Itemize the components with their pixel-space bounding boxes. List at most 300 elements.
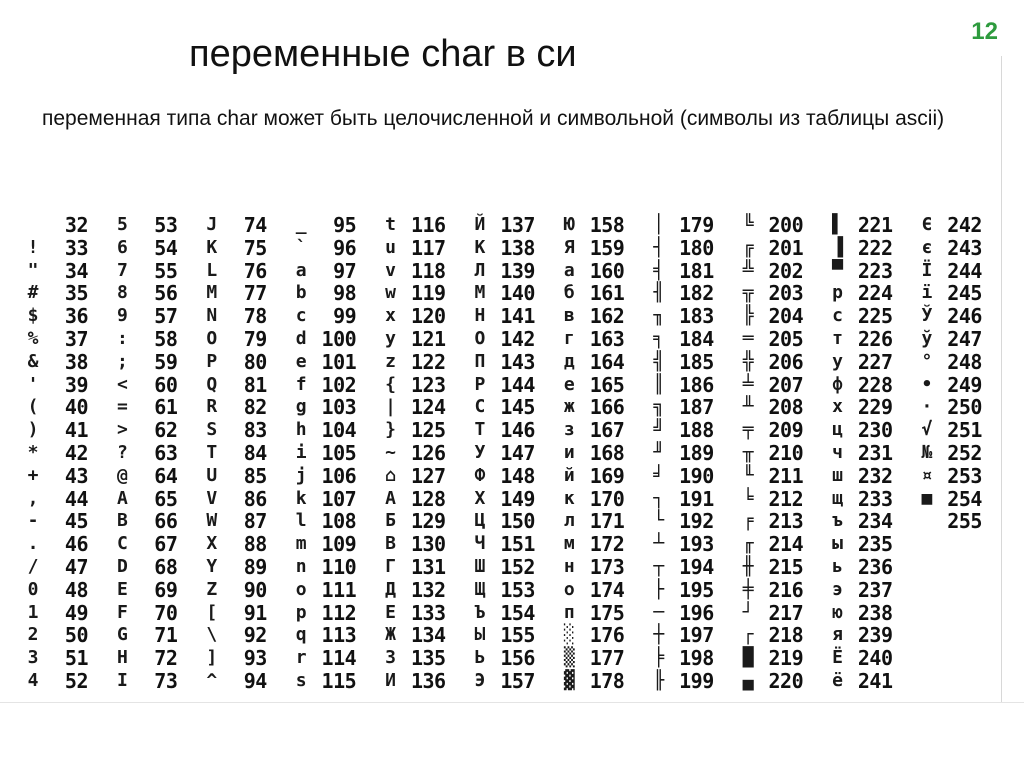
ascii-glyph: У: [474, 441, 486, 463]
ascii-column: [916, 214, 982, 700]
ascii-code: 38: [64, 349, 88, 374]
ascii-code: 33: [64, 235, 88, 260]
ascii-glyph: ┌: [742, 624, 754, 646]
ascii-entry: [380, 533, 446, 556]
ascii-glyph: Ф: [474, 464, 486, 486]
ascii-glyph: >: [116, 419, 128, 441]
ascii-entry: [290, 510, 356, 533]
ascii-code: 118: [410, 258, 446, 283]
ascii-code: 75: [243, 235, 267, 260]
ascii-glyph: ъ: [832, 510, 843, 532]
ascii-code: 132: [410, 577, 446, 602]
ascii-code: 197: [679, 623, 714, 648]
ascii-code: 94: [243, 668, 267, 693]
ascii-code: 72: [154, 646, 178, 671]
ascii-glyph: Д: [385, 578, 396, 600]
ascii-glyph: [: [206, 601, 218, 623]
ascii-code: 150: [500, 509, 535, 534]
ascii-code: 49: [64, 600, 88, 625]
ascii-entry: [22, 237, 88, 260]
ascii-code: 151: [500, 532, 535, 557]
ascii-code: 178: [589, 668, 625, 693]
ascii-code: 109: [321, 532, 357, 557]
ascii-glyph: R: [206, 396, 218, 418]
ascii-code: 66: [154, 509, 178, 534]
ascii-entry: [380, 442, 446, 465]
ascii-glyph: ¤: [921, 464, 933, 486]
ascii-entry: [380, 602, 446, 625]
right-border-line: [1001, 56, 1002, 703]
ascii-glyph: ╕: [653, 327, 665, 349]
ascii-entry: [111, 579, 177, 602]
ascii-entry: [827, 419, 893, 442]
ascii-glyph: Ы: [474, 624, 486, 646]
ascii-glyph: G: [116, 624, 128, 646]
ascii-glyph: а: [563, 259, 575, 281]
ascii-code: 80: [243, 349, 267, 374]
ascii-code: 190: [679, 463, 714, 488]
ascii-glyph: ц: [832, 419, 843, 441]
ascii-entry: [827, 214, 893, 237]
ascii-code: 45: [64, 509, 88, 534]
ascii-glyph: &: [27, 350, 39, 372]
ascii-code: 212: [768, 486, 804, 511]
ascii-entry: [737, 305, 803, 328]
ascii-glyph: M: [206, 282, 218, 304]
ascii-code: 152: [500, 554, 535, 579]
ascii-code: 200: [768, 213, 804, 237]
ascii-glyph: ы: [832, 533, 843, 555]
ascii-glyph: Э: [474, 669, 486, 691]
ascii-code: 216: [768, 577, 804, 602]
ascii-entry: [648, 465, 714, 488]
ascii-code: 193: [679, 532, 714, 557]
ascii-code: 103: [321, 395, 357, 420]
ascii-entry: [111, 510, 177, 533]
bottom-border-line: [0, 702, 1024, 703]
ascii-table: [22, 214, 982, 700]
ascii-entry: [290, 465, 356, 488]
ascii-code: 149: [500, 486, 535, 511]
ascii-glyph: x: [385, 305, 396, 327]
ascii-code: 119: [410, 281, 446, 306]
ascii-column: [737, 214, 803, 700]
ascii-glyph: П: [474, 350, 486, 372]
ascii-glyph: *: [27, 441, 39, 463]
ascii-entry: [22, 488, 88, 511]
ascii-glyph: у: [832, 350, 843, 372]
ascii-entry: [648, 237, 714, 260]
ascii-code: 218: [768, 623, 804, 648]
ascii-entry: [558, 419, 624, 442]
ascii-code: 237: [857, 577, 893, 602]
ascii-code: 125: [410, 418, 446, 443]
ascii-glyph: К: [474, 236, 486, 258]
ascii-code: 241: [857, 668, 893, 693]
ascii-code: 85: [243, 463, 267, 488]
ascii-glyph: ╝: [653, 419, 665, 441]
ascii-glyph: м: [563, 533, 575, 555]
ascii-code: 84: [243, 440, 267, 465]
ascii-entry: [380, 374, 446, 397]
ascii-entry: [648, 374, 714, 397]
ascii-code: 174: [589, 577, 625, 602]
ascii-entry: [469, 282, 535, 305]
ascii-entry: [22, 533, 88, 556]
ascii-entry: [648, 396, 714, 419]
ascii-entry: [380, 624, 446, 647]
ascii-entry: [22, 282, 88, 305]
ascii-entry: [648, 602, 714, 625]
ascii-glyph: 8: [116, 282, 128, 304]
ascii-code: 137: [500, 213, 535, 237]
ascii-entry: [22, 214, 88, 237]
ascii-code: 128: [410, 486, 446, 511]
ascii-entry: [558, 305, 624, 328]
ascii-code: 249: [947, 372, 982, 397]
ascii-entry: [558, 602, 624, 625]
ascii-code: 192: [679, 509, 714, 534]
ascii-glyph: ╘: [742, 487, 754, 509]
ascii-glyph: =: [116, 396, 128, 418]
ascii-entry: [558, 488, 624, 511]
ascii-entry: [558, 374, 624, 397]
ascii-code: 255: [947, 509, 982, 534]
ascii-entry: [290, 488, 356, 511]
ascii-code: 154: [500, 600, 535, 625]
ascii-code: 71: [154, 623, 178, 648]
ascii-entry: [201, 510, 267, 533]
ascii-code: 236: [857, 554, 893, 579]
ascii-code: 187: [679, 395, 714, 420]
ascii-entry: [469, 237, 535, 260]
ascii-code: 90: [243, 577, 267, 602]
ascii-glyph: \: [206, 624, 218, 646]
ascii-entry: [22, 442, 88, 465]
ascii-entry: [737, 442, 803, 465]
ascii-glyph: ╔: [742, 236, 754, 258]
ascii-entry: [111, 328, 177, 351]
ascii-entry: [380, 214, 446, 237]
ascii-entry: [380, 510, 446, 533]
ascii-entry: [290, 556, 356, 579]
ascii-entry: [558, 237, 624, 260]
ascii-code: 177: [589, 646, 625, 671]
ascii-code: 60: [154, 372, 178, 397]
ascii-glyph: -: [27, 510, 39, 532]
ascii-glyph: №: [921, 441, 933, 463]
ascii-glyph: ": [27, 259, 39, 281]
ascii-code: 215: [768, 554, 804, 579]
ascii-entry: [737, 488, 803, 511]
ascii-glyph: F: [116, 601, 128, 623]
ascii-entry: [737, 396, 803, 419]
ascii-glyph: o: [295, 578, 307, 600]
ascii-glyph: ?: [116, 441, 128, 463]
ascii-code: 164: [589, 349, 625, 374]
ascii-glyph: М: [474, 282, 486, 304]
ascii-code: 123: [410, 372, 446, 397]
ascii-entry: [380, 396, 446, 419]
ascii-column: [22, 214, 88, 700]
ascii-glyph: р: [832, 282, 843, 304]
ascii-glyph: a: [295, 259, 307, 281]
ascii-entry: [558, 328, 624, 351]
ascii-code: 77: [243, 281, 267, 306]
ascii-entry: [648, 579, 714, 602]
ascii-glyph: Ю: [563, 214, 575, 235]
ascii-code: 229: [857, 395, 893, 420]
ascii-glyph: н: [563, 555, 575, 577]
ascii-entry: [558, 442, 624, 465]
ascii-glyph: t: [385, 214, 396, 235]
ascii-code: 230: [857, 418, 893, 443]
ascii-code: 93: [243, 646, 267, 671]
ascii-glyph: о: [563, 578, 575, 600]
ascii-entry: [469, 374, 535, 397]
ascii-glyph: O: [206, 327, 218, 349]
ascii-entry: [827, 556, 893, 579]
ascii-entry: [290, 647, 356, 670]
ascii-code: 186: [679, 372, 714, 397]
ascii-glyph: ч: [832, 441, 843, 463]
ascii-entry: [111, 282, 177, 305]
ascii-entry: [648, 510, 714, 533]
ascii-glyph: в: [563, 305, 575, 327]
ascii-entry: [290, 237, 356, 260]
ascii-code: 202: [768, 258, 804, 283]
ascii-glyph: 2: [27, 624, 39, 646]
ascii-glyph: г: [563, 327, 575, 349]
ascii-code: 73: [154, 668, 178, 693]
ascii-code: 225: [857, 304, 893, 329]
ascii-entry: [827, 442, 893, 465]
ascii-entry: [916, 305, 982, 328]
ascii-entry: [290, 374, 356, 397]
ascii-column: [290, 214, 356, 700]
ascii-entry: [22, 374, 88, 397]
ascii-entry: [22, 510, 88, 533]
ascii-code: 51: [64, 646, 88, 671]
ascii-entry: [827, 579, 893, 602]
ascii-entry: [111, 305, 177, 328]
ascii-glyph: ╚: [742, 214, 754, 235]
ascii-entry: [201, 465, 267, 488]
ascii-code: 232: [857, 463, 893, 488]
ascii-code: 63: [154, 440, 178, 465]
ascii-glyph: ─: [653, 601, 665, 623]
ascii-glyph: Y: [206, 555, 218, 577]
ascii-code: 148: [500, 463, 535, 488]
ascii-glyph: ': [27, 373, 39, 395]
ascii-entry: [22, 602, 88, 625]
ascii-glyph: ;: [116, 350, 128, 372]
ascii-entry: [648, 351, 714, 374]
ascii-glyph: О: [474, 327, 486, 349]
ascii-glyph: б: [563, 282, 575, 304]
ascii-code: 78: [243, 304, 267, 329]
ascii-code: 246: [947, 304, 982, 329]
ascii-entry: [737, 624, 803, 647]
ascii-code: 254: [947, 486, 982, 511]
ascii-glyph: С: [474, 396, 486, 418]
ascii-glyph: ⌂: [385, 464, 396, 486]
ascii-glyph: │: [653, 214, 665, 235]
ascii-entry: [201, 533, 267, 556]
ascii-code: 46: [64, 532, 88, 557]
ascii-glyph: э: [832, 578, 843, 600]
ascii-entry: [827, 647, 893, 670]
ascii-glyph: H: [116, 647, 128, 669]
ascii-entry: [737, 237, 803, 260]
ascii-code: 43: [64, 463, 88, 488]
ascii-column: [648, 214, 714, 700]
ascii-code: 239: [857, 623, 893, 648]
ascii-entry: [469, 647, 535, 670]
ascii-glyph: ╗: [653, 396, 665, 418]
ascii-glyph: к: [563, 487, 575, 509]
ascii-column: [380, 214, 446, 700]
ascii-entry: [201, 328, 267, 351]
ascii-glyph: j: [295, 464, 307, 486]
ascii-glyph: ╬: [742, 350, 754, 372]
ascii-code: 101: [321, 349, 357, 374]
ascii-code: 36: [64, 304, 88, 329]
ascii-code: 224: [857, 281, 893, 306]
ascii-code: 184: [679, 326, 714, 351]
ascii-glyph: C: [116, 533, 128, 555]
ascii-entry: [290, 396, 356, 419]
ascii-glyph: L: [206, 259, 218, 281]
ascii-code: 135: [410, 646, 446, 671]
ascii-glyph: Б: [385, 510, 396, 532]
ascii-code: 161: [589, 281, 625, 306]
ascii-glyph: Ж: [385, 624, 396, 646]
ascii-code: 110: [321, 554, 357, 579]
ascii-code: 196: [679, 600, 714, 625]
ascii-glyph: P: [206, 350, 218, 372]
ascii-entry: [201, 260, 267, 283]
ascii-glyph: Є: [921, 214, 933, 235]
ascii-code: 238: [857, 600, 893, 625]
ascii-glyph: й: [563, 464, 575, 486]
ascii-entry: [558, 465, 624, 488]
ascii-glyph: 9: [116, 305, 128, 327]
ascii-code: 58: [154, 326, 178, 351]
ascii-glyph: ш: [832, 464, 843, 486]
ascii-entry: [22, 624, 88, 647]
ascii-glyph: ╪: [742, 578, 754, 600]
ascii-glyph: ╦: [742, 282, 754, 304]
ascii-entry: [469, 624, 535, 647]
ascii-glyph: m: [295, 533, 307, 555]
ascii-code: 223: [857, 258, 893, 283]
ascii-glyph: 7: [116, 259, 128, 281]
ascii-code: 145: [500, 395, 535, 420]
ascii-entry: [916, 282, 982, 305]
ascii-glyph: U: [206, 464, 218, 486]
ascii-code: 56: [154, 281, 178, 306]
ascii-code: 59: [154, 349, 178, 374]
ascii-glyph: i: [295, 441, 307, 463]
ascii-entry: [22, 328, 88, 351]
ascii-code: 112: [321, 600, 357, 625]
ascii-code: 195: [679, 577, 714, 602]
ascii-glyph: g: [295, 396, 307, 418]
ascii-entry: [111, 602, 177, 625]
ascii-entry: [469, 351, 535, 374]
ascii-code: 61: [154, 395, 178, 420]
ascii-entry: [827, 670, 893, 693]
ascii-entry: [380, 328, 446, 351]
ascii-glyph: Ї: [921, 259, 933, 281]
ascii-glyph: ┴: [653, 533, 665, 555]
ascii-glyph: y: [385, 327, 396, 349]
ascii-code: 87: [243, 509, 267, 534]
ascii-code: 40: [64, 395, 88, 420]
ascii-entry: [201, 374, 267, 397]
ascii-glyph: я: [832, 624, 843, 646]
ascii-entry: [469, 328, 535, 351]
ascii-code: 81: [243, 372, 267, 397]
ascii-glyph: 4: [27, 669, 39, 691]
ascii-entry: [827, 305, 893, 328]
page-title: переменные char в си: [189, 33, 577, 75]
ascii-glyph: /: [27, 555, 39, 577]
ascii-entry: [22, 260, 88, 283]
ascii-column: [469, 214, 535, 700]
ascii-entry: [737, 214, 803, 237]
ascii-code: 67: [154, 532, 178, 557]
ascii-glyph: ·: [921, 396, 933, 418]
ascii-entry: [111, 533, 177, 556]
ascii-code: 104: [321, 418, 357, 443]
ascii-code: 194: [679, 554, 714, 579]
ascii-entry: [290, 442, 356, 465]
ascii-code: 113: [321, 623, 357, 648]
ascii-glyph: k: [295, 487, 307, 509]
ascii-entry: [558, 510, 624, 533]
ascii-entry: [111, 670, 177, 693]
ascii-code: 162: [589, 304, 625, 329]
ascii-entry: [827, 351, 893, 374]
ascii-code: 248: [947, 349, 982, 374]
ascii-glyph: •: [921, 373, 933, 395]
ascii-code: 86: [243, 486, 267, 511]
ascii-code: 170: [589, 486, 625, 511]
ascii-code: 219: [768, 646, 804, 671]
ascii-glyph: ё: [832, 669, 843, 691]
ascii-entry: [469, 260, 535, 283]
ascii-code: 165: [589, 372, 625, 397]
ascii-entry: [737, 533, 803, 556]
ascii-glyph: Ё: [832, 647, 843, 669]
ascii-code: 130: [410, 532, 446, 557]
ascii-code: 34: [64, 258, 88, 283]
ascii-entry: [558, 556, 624, 579]
ascii-glyph: b: [295, 282, 307, 304]
ascii-glyph: с: [832, 305, 843, 327]
ascii-entry: [290, 579, 356, 602]
ascii-code: 210: [768, 440, 804, 465]
ascii-code: 209: [768, 418, 804, 443]
ascii-glyph: е: [563, 373, 575, 395]
ascii-glyph: ╩: [742, 259, 754, 281]
ascii-column: [201, 214, 267, 700]
ascii-glyph: p: [295, 601, 307, 623]
ascii-code: 64: [154, 463, 178, 488]
ascii-code: 245: [947, 281, 982, 306]
